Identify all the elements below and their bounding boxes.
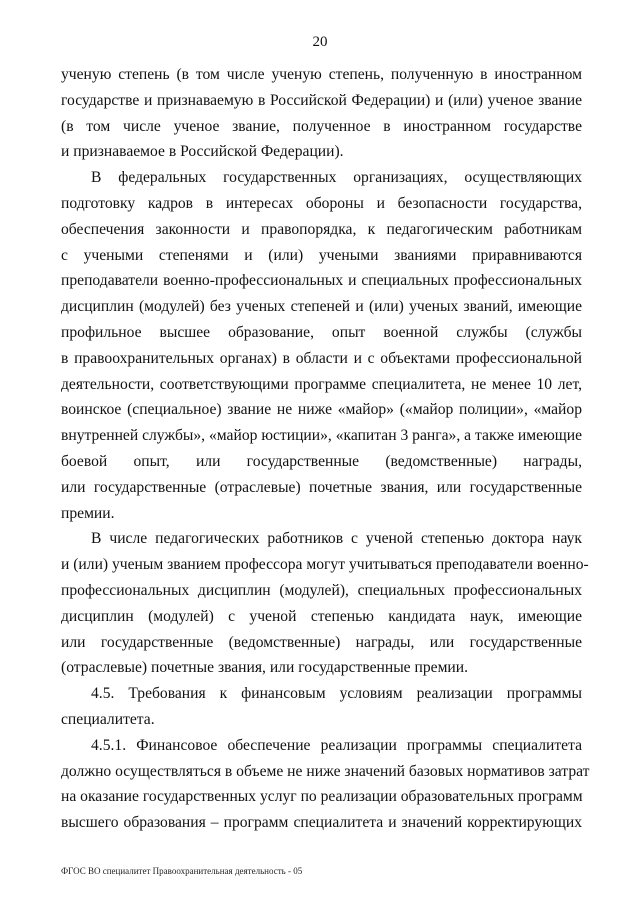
text-line: В числе педагогических работников с ученой степенью доктора наук <box>91 530 582 548</box>
text-line: дисциплин (модулей) без ученых степеней и (или) ученых званий, имеющие <box>61 298 582 316</box>
text-line: премии. <box>61 504 115 522</box>
text-line: и (или) ученым званием профессора могут учитываться преподаватели военно- <box>61 556 589 574</box>
text-line: воинское (специальное) звание не ниже «майор» («майор полиции», «майор <box>61 401 582 419</box>
text-line: (в том числе ученое звание, полученное в иностранном государстве <box>61 117 582 135</box>
text-line: деятельности, соответствующими программе специалитета, не менее 10 лет, <box>61 375 582 393</box>
text-line: 4.5. Требования к финансовым условиям реализации программы <box>91 685 582 703</box>
text-line: ученую степень (в том числе ученую степень, полученную в иностранном <box>61 66 582 83</box>
page-number: 20 <box>312 34 328 50</box>
text-line: (отраслевые) почетные звания, или государственные премии. <box>61 659 469 677</box>
text-line: в правоохранительных органах) в области и с объектами профессиональной <box>61 349 582 367</box>
text-line: В федеральных государственных организациях, осуществляющих <box>91 169 582 187</box>
text-line: на оказание государственных услуг по реализации образовательных программ <box>61 788 583 806</box>
text-line: или государственные (ведомственные) награды, или государственные <box>61 633 582 651</box>
page-footer: ФГОС ВО специалитет Правоохранительная деятельность - 05 <box>61 866 303 876</box>
text-line: внутренней службы», «майор юстиции», «капитан 3 ранга», а также имеющие <box>61 427 582 445</box>
text-line: и признаваемое в Российской Федерации). <box>61 143 344 161</box>
text-line: должно осуществляться в объеме не ниже значений базовых нормативов затрат <box>61 762 590 780</box>
text-line: профессиональных дисциплин (модулей), специальных профессиональных <box>61 581 582 599</box>
text-line: обеспечения законности и правопорядка, к педагогическим работникам <box>61 220 582 238</box>
document-body <box>61 62 590 836</box>
text-line: 4.5.1. Финансовое обеспечение реализации программы специалитета <box>91 736 582 754</box>
text-line: специалитета. <box>61 710 155 728</box>
text-line: с учеными степенями и (или) учеными званиями приравниваются <box>61 246 582 264</box>
text-line: дисциплин (модулей) с ученой степенью кандидата наук, имеющие <box>61 607 582 625</box>
text-line: высшего образования – программ специалитета и значений корректирующих <box>61 814 582 832</box>
text-line: подготовку кадров в интересах обороны и безопасности государства, <box>61 194 582 212</box>
text-line: или государственные (отраслевые) почетные звания, или государственные <box>61 478 582 496</box>
text-line: боевой опыт, или государственные (ведомственные) награды, <box>61 452 582 470</box>
text-line: государстве и признаваемую в Российской Федерации) и (или) ученое звание <box>61 91 582 109</box>
text-line: профильное высшее образование, опыт военной службы (службы <box>61 323 582 341</box>
text-line: преподаватели военно-профессиональных и специальных профессиональных <box>61 272 582 290</box>
